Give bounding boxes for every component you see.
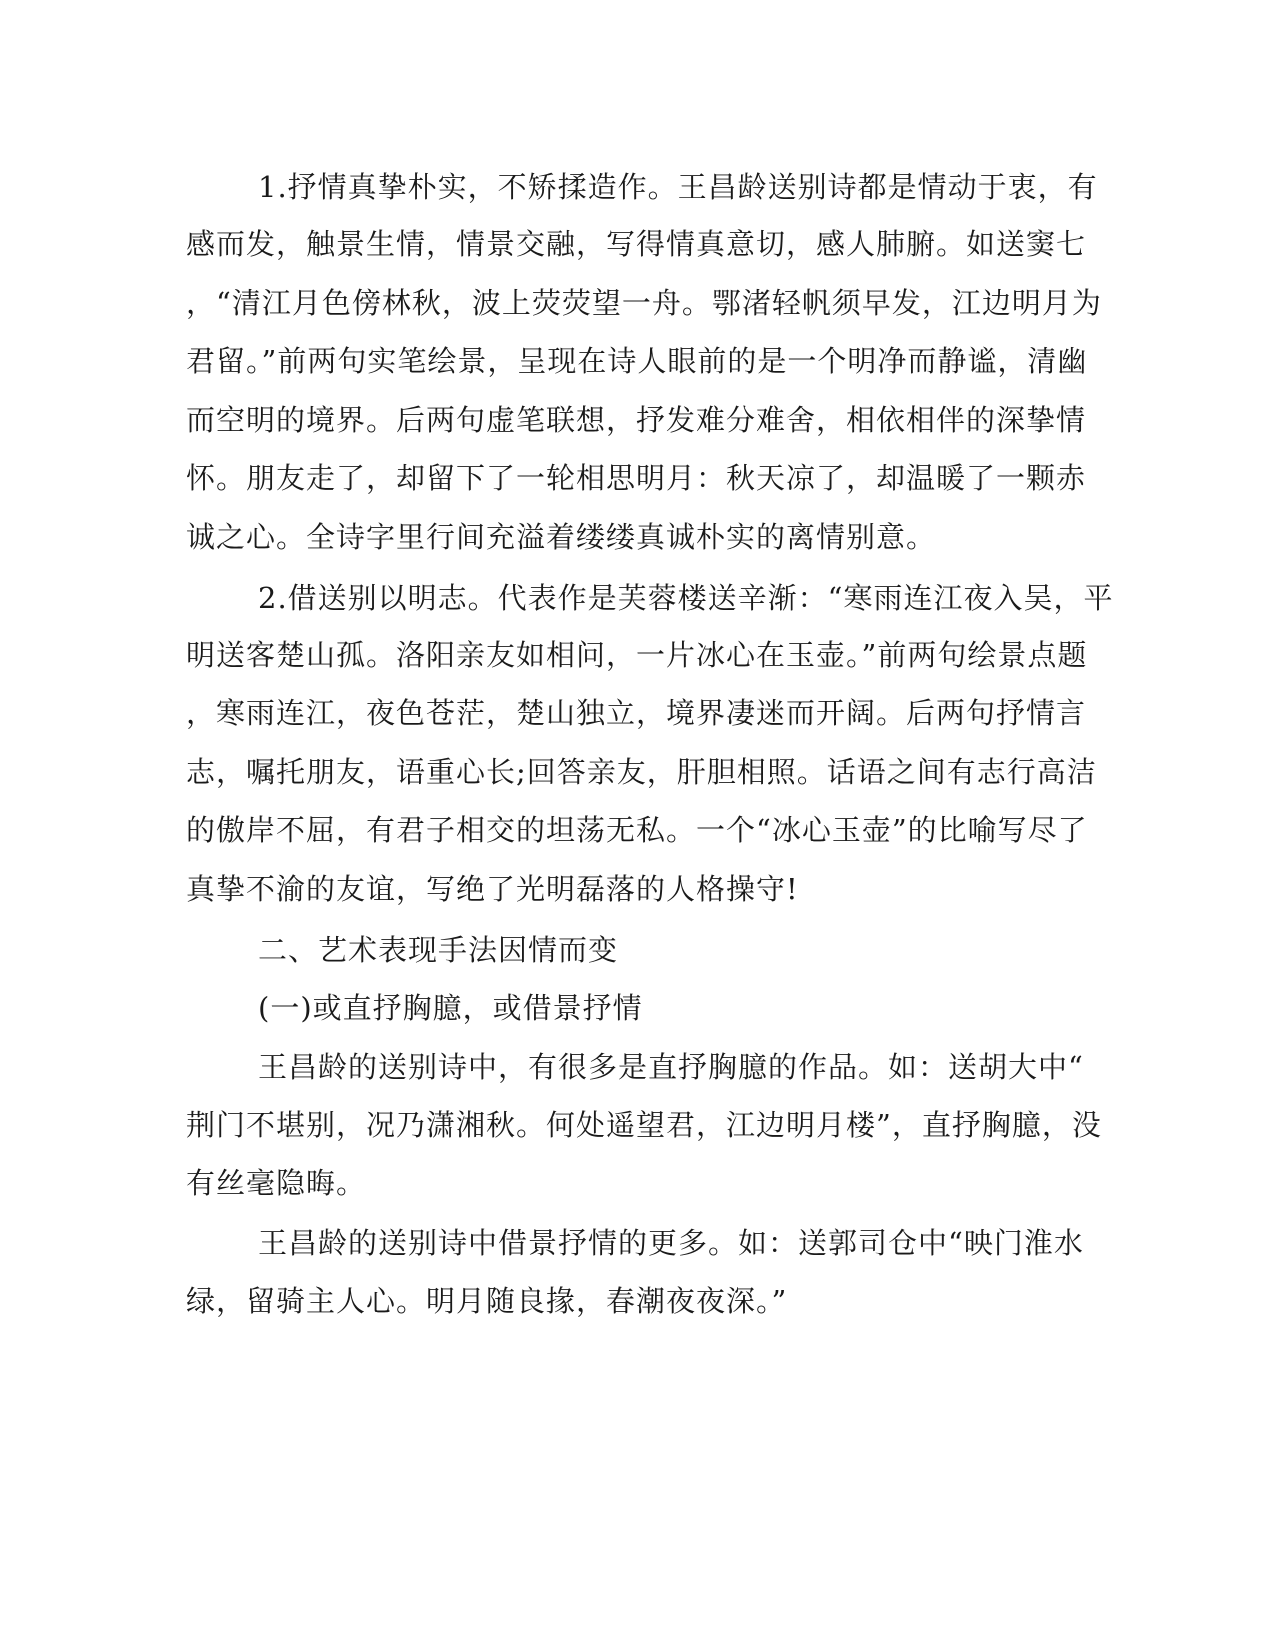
paragraph-2-line-4: 志，嘱托朋友，语重心长;回答亲友，肝胆相照。话语之间有志行高洁 [186, 755, 1097, 789]
paragraph-1-line-1: 1.抒情真挚朴实，不矫揉造作。王昌龄送别诗都是情动于衷，有 [258, 170, 1098, 204]
paragraph-1-line-5: 而空明的境界。后两句虚笔联想，抒发难分难舍，相依相伴的深挚情 [186, 403, 1087, 437]
paragraph-2-line-5: 的傲岸不屈，有君子相交的坦荡无私。一个“冰心玉壶”的比喻写尽了 [186, 813, 1088, 847]
paragraph-1-line-7: 诚之心。全诗字里行间充溢着缕缕真诚朴实的离情别意。 [186, 520, 937, 554]
paragraph-4-line-2: 绿，留骑主人心。明月随良掾，春潮夜夜深。” [186, 1284, 788, 1318]
paragraph-3-line-2: 荆门不堪别，况乃潇湘秋。何处遥望君，江边明月楼”，直抒胸臆，没 [186, 1108, 1102, 1142]
paragraph-2-line-3: ，寒雨连江，夜色苍茫，楚山独立，境界凄迷而开阔。后两句抒情言 [186, 696, 1087, 730]
paragraph-4-line-1: 王昌龄的送别诗中借景抒情的更多。如：送郭司仓中“映门淮水 [258, 1226, 1084, 1260]
paragraph-1-line-6: 怀。朋友走了，却留下了一轮相思明月：秋天凉了，却温暖了一颗赤 [186, 461, 1087, 495]
paragraph-1-line-2: 感而发，触景生情，情景交融，写得情真意切，感人肺腑。如送窦七 [186, 227, 1087, 261]
paragraph-2-line-2: 明送客楚山孤。洛阳亲友如相问，一片冰心在玉壶。”前两句绘景点题 [186, 638, 1088, 672]
subsection-heading: (一)或直抒胸臆，或借景抒情 [258, 991, 643, 1025]
paragraph-1-line-3: ，“清江月色傍林秋，波上荧荧望一舟。鄂渚轻帆须早发，江边明月为 [186, 286, 1102, 320]
paragraph-3-line-3: 有丝毫隐晦。 [186, 1166, 367, 1200]
section-heading: 二、艺术表现手法因情而变 [258, 933, 619, 967]
paragraph-2-line-1: 2.借送别以明志。代表作是芙蓉楼送辛渐：“寒雨连江夜入吴，平 [258, 581, 1114, 615]
paragraph-1-line-4: 君留。”前两句实笔绘景，呈现在诗人眼前的是一个明净而静谧，清幽 [186, 344, 1088, 378]
paragraph-2-line-6: 真挚不渝的友谊，写绝了光明磊落的人格操守! [186, 872, 799, 906]
paragraph-3-line-1: 王昌龄的送别诗中，有很多是直抒胸臆的作品。如：送胡大中“ [258, 1050, 1084, 1084]
